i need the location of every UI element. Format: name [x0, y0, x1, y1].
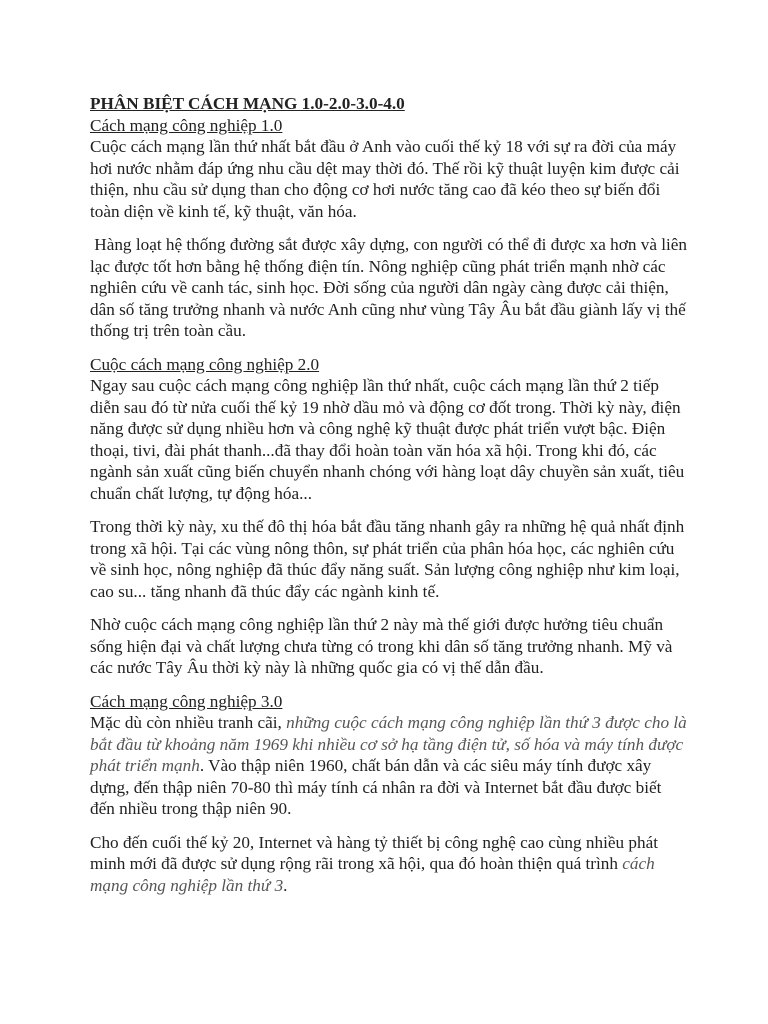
section-3-paragraph-2-italic: cách mạng công nghiệp lần thứ 3 [90, 854, 655, 895]
section-heading-1: Cách mạng công nghiệp 1.0 [90, 115, 283, 135]
section-3-paragraph-1-lead: Mặc dù còn nhiều tranh cãi, [90, 713, 287, 732]
section-3-paragraph-2-lead: Cho đến cuối thế kỷ 20, Internet và hàng tỷ thiết bị công nghệ cao cùng nhiều phát minh mới đã được sử dụng rộng rãi trong xã hội, qua đó hoàn thiện quá trình [90, 832, 658, 873]
section-2-paragraph-3: Nhờ cuộc cách mạng công nghiệp lần thứ 2 này mà thế giới được hưởng tiêu chuẩn sống hiện đại và chất lượng chưa từng có trong khi dân số tăng trưởng nhanh. Mỹ và các nước Tây Âu thời kỳ này là những quốc gia có vị thế dẫn đầu. [90, 615, 673, 677]
section-1-paragraph-2: Hàng loạt hệ thống đường sắt được xây dựng, con người có thể đi được xa hơn và liên lạc được tốt hơn bằng hệ thống điện tín. Nông nghiệp cũng phát triển mạnh nhờ các nghiên cứu về canh tác, sinh học. Đời sống của người dân ngày càng được cải thiện, dân số tăng trưởng nhanh và nước Anh cũng như vùng Tây Âu bắt đầu giành lấy vị thế thống trị trên toàn cầu. [90, 235, 692, 340]
section-heading-2: Cuộc cách mạng công nghiệp 2.0 [90, 354, 320, 374]
section-heading-3: Cách mạng công nghiệp 3.0 [90, 691, 283, 711]
section-3-paragraph-2 [90, 832, 690, 897]
section-3-paragraph-2-end: . [283, 875, 288, 895]
section-2-paragraph-2: Trong thời kỳ này, xu thế đô thị hóa bắt đầu tăng nhanh gây ra những hệ quả nhất định trong xã hội. Tại các vùng nông thôn, sự phát triển của phân hóa học, các nghiên cứu về sinh học, nông nghiệp đã thúc đẩy năng suất. Sản lượng công nghiệp như kim loại, cao su... tăng nhanh đã thúc đẩy các ngành kinh tế. [90, 517, 685, 601]
section-2-paragraph-1: Ngay sau cuộc cách mạng công nghiệp lần thứ nhất, cuộc cách mạng lần thứ 2 tiếp diễn sau đó từ nửa cuối thế kỷ 19 nhờ dầu mỏ và động cơ đốt trong. Thời kỳ này, điện năng được sử dụng nhiều hơn và công nghệ kỹ thuật được phát triển vượt bậc. Điện thoại, tivi, đài phát thanh...đã thay đổi hoàn toàn văn hóa xã hội. Trong khi đó, các ngành sản xuất cũng biến chuyển nhanh chóng với hàng loạt dây chuyền sản xuất, tiêu chuẩn chất lượng, tự động hóa... [90, 376, 685, 503]
document-title: PHÂN BIỆT CÁCH MẠNG 1.0-2.0-3.0-4.0 [90, 94, 405, 113]
section-3-paragraph-1-italic: những cuộc cách mạng công nghiệp lần thứ 3 được cho là bắt đầu từ khoảng năm 1969 khi nhiều cơ sở hạ tầng điện tử, số hóa và máy tính được phát triển mạnh [90, 713, 687, 775]
document-page [90, 93, 690, 908]
section-3-paragraph-1 [90, 712, 690, 820]
section-1-paragraph-1: Cuộc cách mạng lần thứ nhất bắt đầu ở Anh vào cuối thế kỷ 18 với sự ra đời của máy hơi nước nhằm đáp ứng nhu cầu dệt may thời đó. Thế rồi kỹ thuật luyện kim được cải thiện, nhu cầu sử dụng than cho động cơ hơi nước tăng cao đã kéo theo sự biến đổi toàn diện về kinh tế, kỹ thuật, văn hóa. [90, 137, 680, 221]
section-3-paragraph-1-rest: . Vào thập niên 1960, chất bán dẫn và các siêu máy tính được xây dựng, đến thập niên 70-80 thì máy tính cá nhân ra đời và Internet bắt đầu được biết đến nhiều trong thập niên 90. [90, 756, 662, 818]
